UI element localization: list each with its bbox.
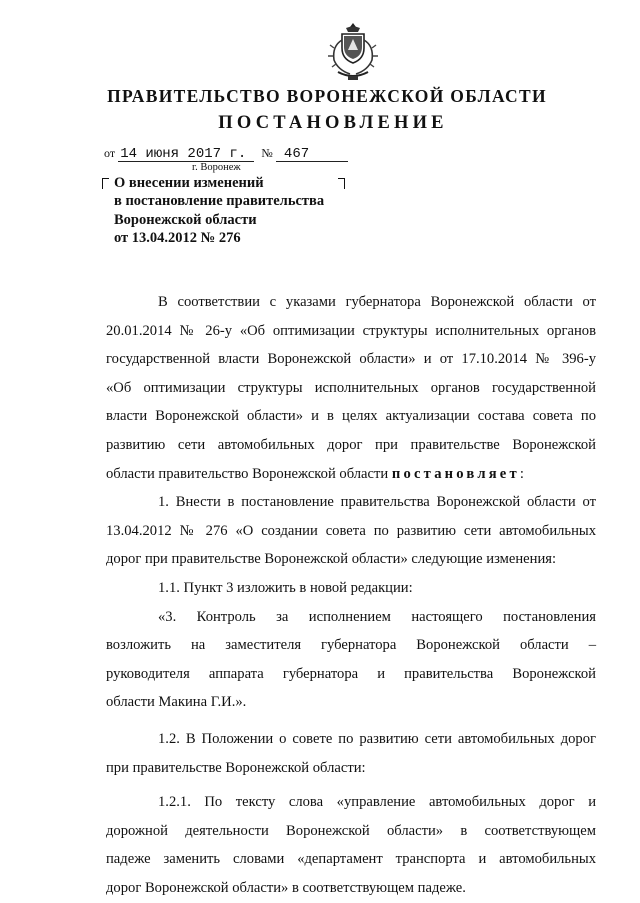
body-text: : <box>519 465 524 482</box>
number-prefix-label: № <box>261 146 273 160</box>
body-line: государственной власти Воронежской области» и от 17.10.2014 № 396-у <box>106 351 596 368</box>
subject-line: О внесении изменений <box>114 175 264 191</box>
city-label: г. Воронеж <box>192 162 241 173</box>
body-line: возложить на заместителя губернатора Воронежской области – <box>106 637 596 654</box>
subject-line: в постановление правительства <box>114 193 325 210</box>
body-line: 1.1. Пункт 3 изложить в новой редакции: <box>158 579 413 596</box>
document-number: 467 <box>276 147 348 162</box>
body-line: «3. Контроль за исполнением настоящего постановления <box>158 608 596 625</box>
body-line: 20.01.2014 № 26-у «Об оптимизации структуры исполнительных органов <box>106 322 596 339</box>
document-date: 14 июня 2017 г. <box>118 147 254 162</box>
body-line: дорог при правительстве Воронежской области» следующие изменения: <box>106 551 557 568</box>
body-line: В соответствии с указами губернатора Воронежской области от <box>158 294 596 310</box>
body-line <box>106 460 596 489</box>
decree-word: постановляет <box>391 465 520 482</box>
subject-bracket-right <box>338 178 345 189</box>
body-line: дорожной деятельности Воронежской области» в соответствующем <box>106 822 596 839</box>
body-line: дорог Воронежской области» в соответствующем падеже. <box>106 879 466 896</box>
body-line: 1.2. В Положении о совете по развитию сети автомобильных дорог <box>158 730 596 747</box>
body-line: руководителя аппарата губернатора и правительства Воронежской <box>106 665 596 682</box>
body-text: области правительство Воронежской области <box>106 465 392 482</box>
body-line: падеже заменить словами «департамент транспорта и автомобильных <box>106 851 596 868</box>
body-line: власти Воронежской области» и в целях актуализации состава совета по <box>106 408 596 425</box>
document-date-number-row <box>104 146 348 162</box>
body-line: 1.2.1. По тексту слова «управление автомобильных дорог и <box>158 794 596 811</box>
date-prefix-label: от <box>104 146 116 160</box>
body-line: 1. Внести в постановление правительства Воронежской области от <box>158 494 596 511</box>
document-body <box>106 288 596 902</box>
body-line: области Макина Г.И.». <box>106 694 247 711</box>
document-subject <box>114 174 324 247</box>
coat-of-arms-emblem <box>324 20 382 82</box>
body-line: при правительстве Воронежской области: <box>106 759 366 776</box>
body-line: 13.04.2012 № 276 «О создании совета по развитию сети автомобильных <box>106 522 596 539</box>
subject-line: от 13.04.2012 № 276 <box>114 229 241 246</box>
subject-line: Воронежской области <box>114 211 257 228</box>
body-line: «Об оптимизации структуры исполнительных органов государственной <box>106 379 596 396</box>
subject-bracket-left <box>102 178 109 189</box>
body-line: развитию сети автомобильных дорог при правительстве Воронежской <box>106 436 596 453</box>
document-type-title: ПОСТАНОВЛЕНИЕ <box>218 113 448 133</box>
government-title: ПРАВИТЕЛЬСТВО ВОРОНЕЖСКОЙ ОБЛАСТИ <box>107 86 547 106</box>
